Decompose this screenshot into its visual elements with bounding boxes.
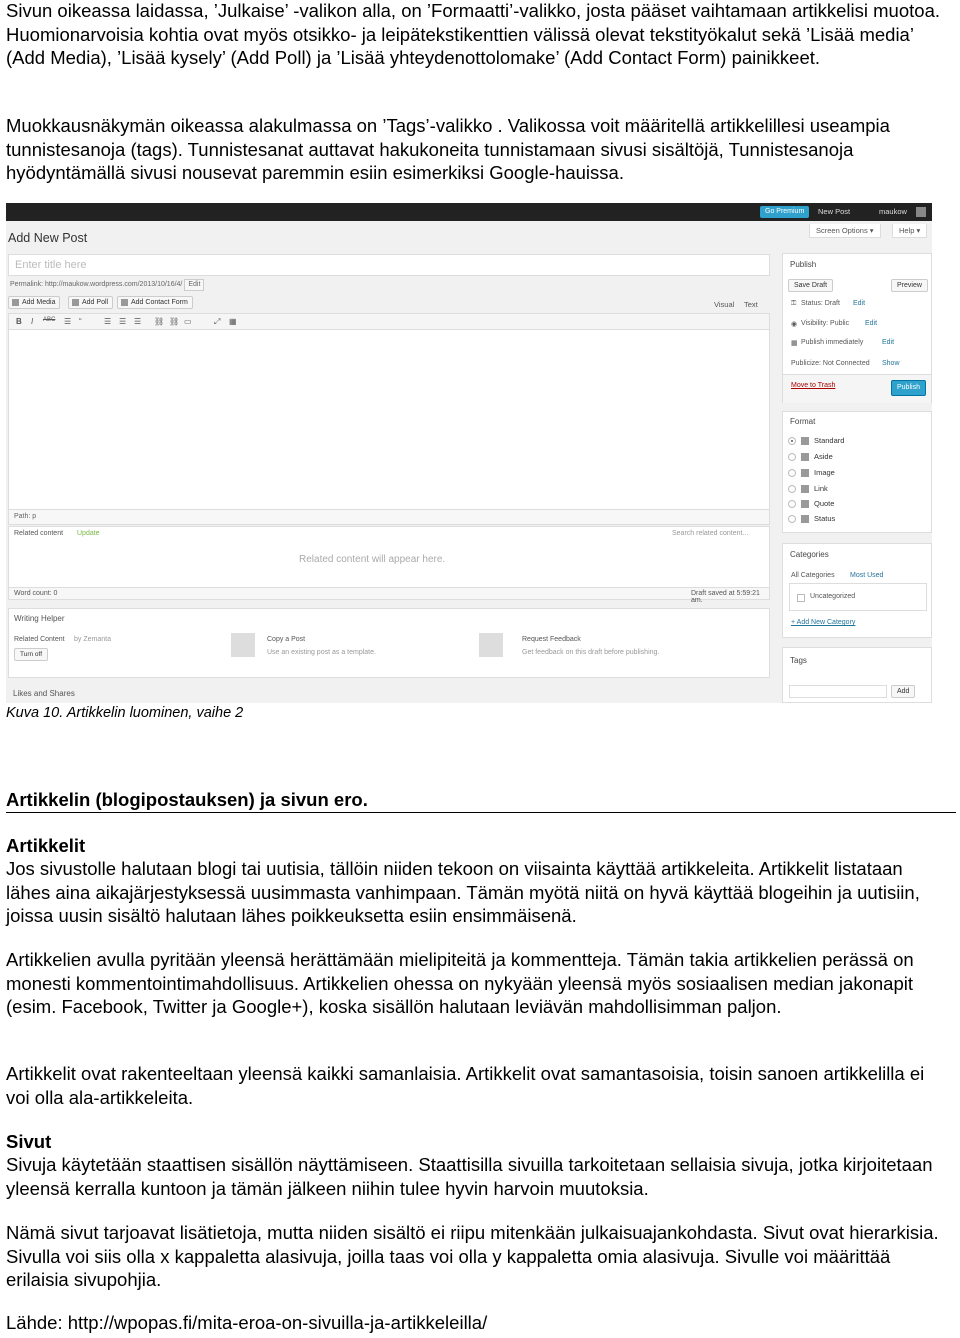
section-heading: Artikkelin (blogipostauksen) ja sivun ero. [6, 789, 368, 810]
form-icon [121, 299, 128, 306]
preview-button[interactable]: Preview [891, 279, 928, 292]
visibility-edit-link[interactable]: Edit [865, 320, 878, 327]
format-status-radio[interactable] [788, 515, 796, 523]
add-contact-form-button[interactable]: Add Contact Form [117, 296, 193, 309]
likes-shares-title: Likes and Shares [13, 689, 75, 698]
page-title: Add New Post [8, 231, 88, 245]
sivut-heading: Sivut [6, 1131, 52, 1152]
related-content-box [8, 526, 770, 588]
uncategorized-checkbox[interactable] [797, 594, 805, 602]
source-line: Lähde: http://wpopas.fi/mita-eroa-on-sivuilla-ja-artikkeleilla/ [6, 1312, 488, 1333]
status-icon [801, 515, 809, 523]
uncategorized-label: Uncategorized [810, 593, 856, 600]
post-status: Status: Draft [801, 300, 840, 307]
link-icon [801, 485, 809, 493]
tab-most-used[interactable]: Most Used [850, 572, 884, 579]
tags-box [782, 647, 932, 703]
admin-bar [6, 203, 932, 221]
link-icon[interactable]: ⛓ [154, 317, 165, 326]
figure-caption: Kuva 10. Artikkelin luominen, vaihe 2 [6, 705, 244, 721]
quote-icon [801, 500, 809, 508]
tab-all-categories[interactable]: All Categories [791, 572, 835, 579]
save-draft-button[interactable]: Save Draft [788, 279, 833, 292]
calendar-icon: ▦ [791, 340, 798, 347]
unlink-icon[interactable]: ⛓ [169, 317, 180, 326]
artikkelit-paragraph-1: Jos sivustolle halutaan blogi tai uutisia, tällöin niiden tekoon on viisainta käyttää artikkeleita. Artikkelit listataan lähes aina aikajärjestyksessä uusimmasta vanhimpaan. Tämän myötä niitä on hyvä käyttää blogeihin ja uutisiin, joissa uusin sisältö halutaan lähes poikkeuksetta esiin ensimmäisenä. [6, 858, 920, 926]
tags-input[interactable] [789, 685, 887, 698]
align-right-icon[interactable]: ☰ [134, 317, 142, 326]
format-image-radio[interactable] [788, 469, 796, 477]
pin-icon [801, 437, 809, 445]
poll-icon [72, 299, 79, 306]
add-tag-button[interactable]: Add [891, 685, 915, 698]
feedback-icon [479, 633, 503, 657]
zemanta-title: Related Content [14, 636, 65, 643]
zemanta-label: by Zemanta [74, 636, 111, 643]
intro-paragraph-1: Sivun oikeassa laidassa, ’Julkaise’ -valikon alla, on ’Formaatti’-valikko, josta pääset vaihtamaan artikkelisi muotoa. Huomionarvoisia kohtia ovat myös otsikko- ja leipätekstikenttien välissä olevat tekstityökalut sekä ’Lisää media’ (Add Media), ’Lisää kysely’ (Add Poll) ja ’Lisää yhteydenottolomake’ (Add Contact Form) painikkeet. [6, 0, 940, 68]
move-to-trash-link[interactable]: Move to Trash [791, 382, 836, 389]
publish-schedule: Publish immediately [801, 339, 864, 346]
permalink-edit-button[interactable]: Edit [184, 279, 204, 291]
strikethrough-icon[interactable]: ABC [43, 317, 56, 323]
user-name[interactable]: maukow [879, 207, 907, 216]
artikkelit-paragraph-3: Artikkelit ovat rakenteeltaan yleensä kaikki samanlaisia. Artikkelit ovat samantasoisia, toisin sanoen artikkelilla ei voi olla ala-artikkeleita. [6, 1063, 925, 1108]
artikkelit-paragraph-2: Artikkelien avulla pyritään yleensä herättämään mielipiteitä ja kommentteja. Tämän takia artikkelien perässä on monesti kommentointimahdollisuus. Artikkelien ohessa on nykyään yleensä myös sosiaalisen median jakonapit (esim. Facebook, Twitter ja Google+), koska sisällön halutaan leviävän mahdollisimman paljon. [6, 949, 914, 1017]
help-button[interactable]: Help ▾ [892, 224, 927, 238]
tags-title: Tags [790, 656, 807, 665]
publish-button[interactable]: Publish [891, 380, 926, 396]
editor-path: Path: p [8, 510, 770, 525]
publicize-status: Publicize: Not Connected [791, 360, 870, 367]
intro-paragraph-2: Muokkausnäkymän oikeassa alakulmassa on ’Tags’-valikko . Valikossa voit määritellä artikkelillesi useampia tunnistesanoja (tags). Tunnistesanat auttavat hakukoneita tunnistamaan sivusi sisältöjä, Tunnistesanoja hyödyntämällä sivusi nousevat paremmin esiin esimerkiksi Google-hauissa. [6, 115, 890, 183]
categories-title: Categories [790, 550, 829, 559]
avatar[interactable] [916, 207, 926, 217]
publicize-show-link[interactable]: Show [882, 360, 900, 367]
copy-post-desc: Use an existing post as a template. [267, 649, 376, 656]
related-content-title: Related content [14, 530, 64, 537]
format-status-label: Status [814, 514, 836, 523]
draft-saved: Draft saved at 5:59:21 am. [691, 590, 760, 604]
align-left-icon[interactable]: ☰ [104, 317, 112, 326]
go-premium-button[interactable]: Go Premium [760, 206, 809, 218]
format-standard-label: Standard [814, 436, 845, 445]
format-aside-radio[interactable] [788, 453, 796, 461]
tab-visual[interactable]: Visual [714, 300, 735, 309]
format-standard-radio[interactable] [788, 437, 796, 445]
add-poll-button[interactable]: Add Poll [68, 296, 113, 309]
related-update-button[interactable]: Update [77, 530, 100, 537]
fullscreen-icon[interactable]: ⤢ [214, 317, 221, 326]
post-title-input[interactable]: Enter title here [8, 254, 770, 276]
artikkelit-heading: Artikkelit [6, 835, 86, 856]
schedule-edit-link[interactable]: Edit [882, 339, 895, 346]
copy-post-icon [231, 633, 255, 657]
new-post-link[interactable]: New Post [818, 207, 851, 216]
key-icon: ⚿ [791, 300, 797, 307]
wordpress-editor-screenshot [6, 203, 932, 703]
related-empty-message: Related content will appear here. [299, 554, 446, 565]
format-title: Format [790, 417, 816, 426]
feedback-desc: Get feedback on this draft before publishing. [522, 649, 660, 656]
screen-options-button[interactable]: Screen Options ▾ [809, 224, 881, 238]
italic-icon[interactable]: I [31, 317, 34, 326]
bold-icon[interactable]: B [16, 317, 22, 326]
bullet-list-icon[interactable]: ☰ [64, 317, 72, 326]
turn-off-button[interactable]: Turn off [14, 648, 48, 661]
editor-toolbar [8, 313, 770, 330]
post-content-editor[interactable] [8, 330, 770, 510]
word-count: Word count: 0 [14, 590, 58, 597]
media-icon [12, 299, 19, 306]
align-center-icon[interactable]: ☰ [119, 317, 127, 326]
writing-helper-title: Writing Helper [14, 614, 65, 623]
writing-helper-box [8, 608, 770, 678]
word-count-bar [8, 587, 770, 604]
more-tag-icon[interactable]: ▭ [184, 317, 192, 326]
format-quote-radio[interactable] [788, 500, 796, 508]
sivut-paragraph-1: Sivuja käytetään staattisen sisällön näyttämiseen. Staattisilla sivuilla tarkoitetaan sellaisia sivuja, jotka kirjoitetaan yleensä kerralla kuntoon ja tämän jälkeen niihin tulee hyvin harvoin muutoksia. [6, 1154, 933, 1199]
format-link-label: Link [814, 484, 828, 493]
format-image-label: Image [814, 468, 835, 477]
format-link-radio[interactable] [788, 485, 796, 493]
format-aside-label: Aside [814, 452, 833, 461]
feedback-title[interactable]: Request Feedback [522, 636, 581, 643]
post-visibility: Visibility: Public [801, 320, 850, 327]
copy-post-title[interactable]: Copy a Post [267, 636, 306, 643]
format-quote-label: Quote [814, 499, 835, 508]
kitchen-sink-icon[interactable]: ▦ [229, 317, 237, 326]
related-search-input[interactable]: Search related content... [672, 530, 749, 537]
permalink-url[interactable]: Permalink: http://maukow.wordpress.com/2013/10/16/4/ [10, 281, 183, 288]
sivut-paragraph-2: Nämä sivut tarjoavat lisätietoja, mutta niiden sisältö ei riipu mitenkään julkaisuajankohdasta. Sivut ovat hierarkisia. Sivulla voi siis olla x kappaletta alasivuja, joilla taas voi olla y kappaletta omia alasivuja. Sivulle voi määrittää erilaisia sivupohjia. [6, 1222, 939, 1290]
image-icon [801, 469, 809, 477]
blockquote-icon[interactable]: “ [79, 317, 82, 326]
status-edit-link[interactable]: Edit [853, 300, 866, 307]
publish-box [782, 253, 932, 403]
permalink [10, 279, 204, 291]
add-media-button[interactable]: Add Media [8, 296, 60, 309]
eye-icon: ◉ [791, 321, 798, 328]
publish-title: Publish [790, 260, 817, 269]
tab-text[interactable]: Text [744, 300, 758, 309]
aside-icon [801, 453, 809, 461]
add-new-category-link[interactable]: + Add New Category [791, 619, 856, 626]
categories-box [782, 543, 932, 638]
heading-underline [6, 812, 956, 813]
